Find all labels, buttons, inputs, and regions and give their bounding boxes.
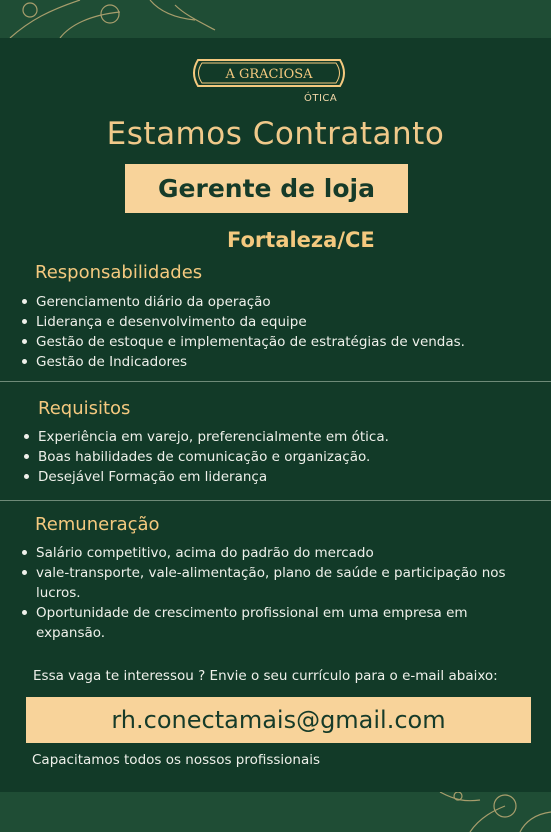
logo-subtitle: ÓTICA: [304, 93, 338, 104]
top-frame: [0, 0, 551, 38]
section-divider: [0, 500, 551, 501]
compensation-title: Remuneração: [35, 514, 160, 535]
list-item: Desejável Formação em liderança: [22, 467, 532, 487]
floral-decoration-bottom-icon: [0, 792, 551, 832]
list-item: Experiência em varejo, preferencialmente em ótica.: [22, 427, 532, 447]
hiring-headline: Estamos Contratanto: [106, 116, 445, 152]
responsibilities-list: [20, 292, 530, 372]
role-title: Gerente de loja: [158, 174, 375, 203]
list-item: Gerenciamento diário da operação: [20, 292, 530, 312]
requirements-list: [22, 427, 532, 487]
responsibilities-title: Responsabilidades: [35, 262, 203, 283]
list-item: Boas habilidades de comunicação e organização.: [22, 447, 532, 467]
section-divider: [0, 381, 551, 382]
email-banner[interactable]: [26, 697, 531, 743]
compensation-list: [20, 543, 540, 643]
location: Fortaleza/CE: [227, 228, 375, 252]
brand-logo: [188, 56, 350, 90]
logo-text: A GRACIOSA: [225, 67, 313, 82]
list-item: Liderança e desenvolvimento da equipe: [20, 312, 530, 332]
contact-email[interactable]: rh.conectamais@gmail.com: [111, 706, 446, 734]
bottom-frame: [0, 792, 551, 832]
list-item: Gestão de estoque e implementação de estratégias de vendas.: [20, 332, 530, 352]
list-item: vale-transporte, vale-alimentação, plano de saúde e participação nos lucros.: [20, 563, 540, 603]
footer-note: Capacitamos todos os nossos profissionais: [32, 752, 321, 768]
role-banner: [125, 164, 408, 213]
list-item: Salário competitivo, acima do padrão do mercado: [20, 543, 540, 563]
cta-text: Essa vaga te interessou ? Envie o seu currículo para o e-mail abaixo:: [33, 668, 498, 684]
list-item: Oportunidade de crescimento profissional em uma empresa em expansão.: [20, 603, 540, 643]
floral-decoration-top-icon: [0, 0, 551, 38]
list-item: Gestão de Indicadores: [20, 352, 530, 372]
requirements-title: Requisitos: [38, 398, 131, 419]
